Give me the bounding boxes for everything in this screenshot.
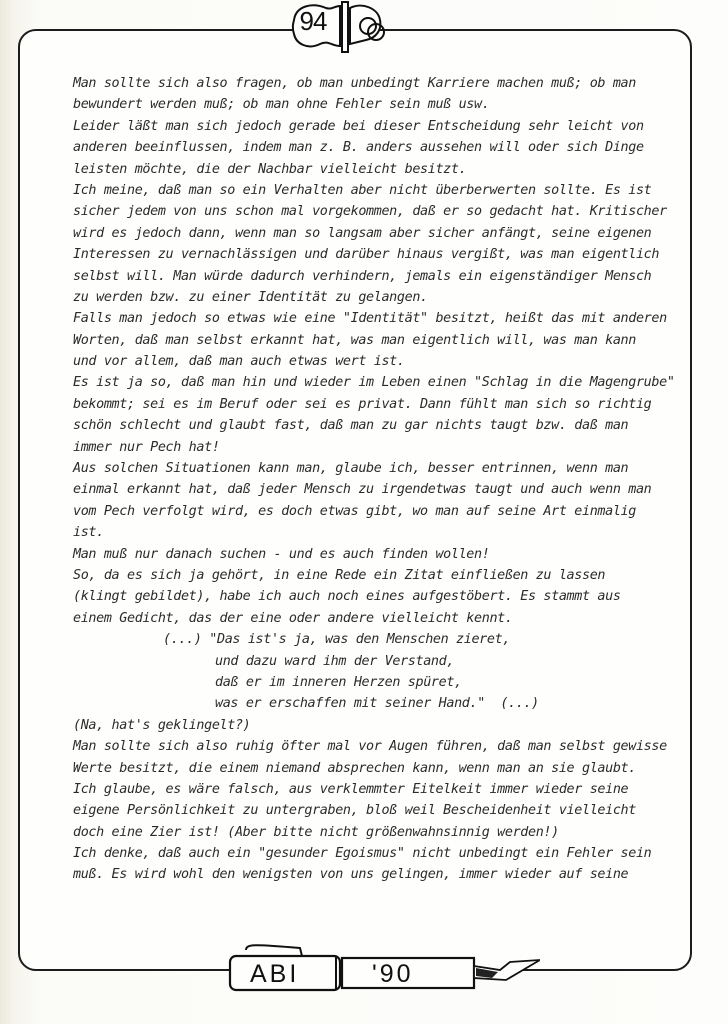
text-line: Ich meine, daß man so ein Verhalten aber nicht überberwerten sollte. Es ist: [73, 182, 652, 198]
text-line: Es ist ja so, daß man hin und wieder im Leben einen "Schlag in die Magengrube": [73, 375, 675, 391]
quote-line: und dazu ward ihm der Verstand,: [215, 653, 455, 669]
text-line: (Na, hat's geklingelt?): [73, 717, 251, 733]
text-line: Ich denke, daß auch ein "gesunder Egoismus" nicht unbedingt ein Fehler sein: [73, 846, 652, 862]
text-line: vom Pech verfolgt wird, es doch etwas gibt, wo man auf seine Art einmalig: [73, 503, 636, 519]
text-line: selbst will. Man würde dadurch verhindern, jemals ein eigenständiger Mensch: [73, 268, 652, 284]
text-line: Ich glaube, es wäre falsch, aus verklemmter Eitelkeit immer wieder seine: [73, 781, 629, 797]
text-line: muß. Es wird wohl den wenigsten von uns gelingen, immer wieder auf seine: [73, 867, 629, 883]
quote-line: daß er im inneren Herzen spüret,: [215, 674, 462, 690]
quote-line: was er erschaffen mit seiner Hand." (...): [215, 696, 539, 712]
text-line: Man muß nur danach suchen - und es auch finden wollen!: [73, 546, 490, 562]
text-line: Falls man jedoch so etwas wie eine "Identität" besitzt, heißt das mit anderen: [73, 311, 667, 327]
text-line: Leider läßt man sich jedoch gerade bei dieser Entscheidung sehr leicht von: [73, 118, 644, 134]
text-line: wird es jedoch dann, wenn man so langsam aber sicher anfängt, seine eigenen: [73, 225, 652, 241]
text-line: ist.: [73, 525, 104, 541]
text-line: Worten, daß man selbst erkannt hat, was man eigentlich will, was man kann: [73, 332, 636, 348]
document-body: [73, 73, 683, 886]
text-line: bewundert werden muß; ob man ohne Fehler sein muß usw.: [73, 97, 490, 113]
text-line: Interessen zu vernachlässigen und darüber hinaus vergißt, was man eigentlich: [73, 247, 660, 263]
text-line: So, da es sich ja gehört, in eine Rede ein Zitat einfließen zu lassen: [73, 567, 606, 583]
text-line: leisten möchte, die der Nachbar vielleicht besitzt.: [73, 161, 467, 177]
text-line: bekommt; sei es im Beruf oder sei es privat. Dann fühlt man sich so richtig: [73, 396, 652, 412]
text-line: zu werden bzw. zu einer Identität zu gelangen.: [73, 289, 428, 305]
text-line: einmal erkannt hat, daß jeder Mensch zu irgendetwas taugt und auch wenn man: [73, 482, 652, 498]
text-line: Man sollte sich also ruhig öfter mal vor Augen führen, daß man selbst gewisse: [73, 739, 667, 755]
text-line: immer nur Pech hat!: [73, 439, 220, 455]
text-line: sicher jedem von uns schon mal vorgekommen, daß er so gedacht hat. Kritischer: [73, 204, 667, 220]
text-line: Aus solchen Situationen kann man, glaube ich, besser entrinnen, wenn man: [73, 461, 629, 477]
text-line: (klingt gebildet), habe ich auch noch eines aufgestöbert. Es stammt aus: [73, 589, 621, 605]
footer-label-abi: ABI: [250, 960, 300, 988]
page-number: 94: [299, 6, 327, 36]
text-line: Werte besitzt, die einem niemand absprechen kann, wenn man an sie glaubt.: [73, 760, 636, 776]
text-line: Man sollte sich also fragen, ob man unbedingt Karriere machen muß; ob man: [73, 76, 636, 91]
quote-line: (...) "Das ist's ja, was den Menschen zieret,: [163, 632, 511, 648]
text-line: anderen beeinflussen, indem man z. B. anders aussehen will oder sich Dinge: [73, 140, 644, 156]
text-line: einem Gedicht, das der eine oder andere vielleicht kennt.: [73, 610, 513, 626]
text-line: eigene Persönlichkeit zu untergraben, bloß weil Bescheidenheit vielleicht: [73, 803, 636, 819]
footer-label-year: '90: [372, 960, 414, 988]
text-line: doch eine Zier ist! (Aber bitte nicht größenwahnsinnig werden!): [73, 824, 559, 840]
text-line: schön schlecht und glaubt fast, daß man zu gar nichts taugt bzw. daß man: [73, 418, 629, 434]
text-line: und vor allem, daß man auch etwas wert ist.: [73, 354, 405, 370]
